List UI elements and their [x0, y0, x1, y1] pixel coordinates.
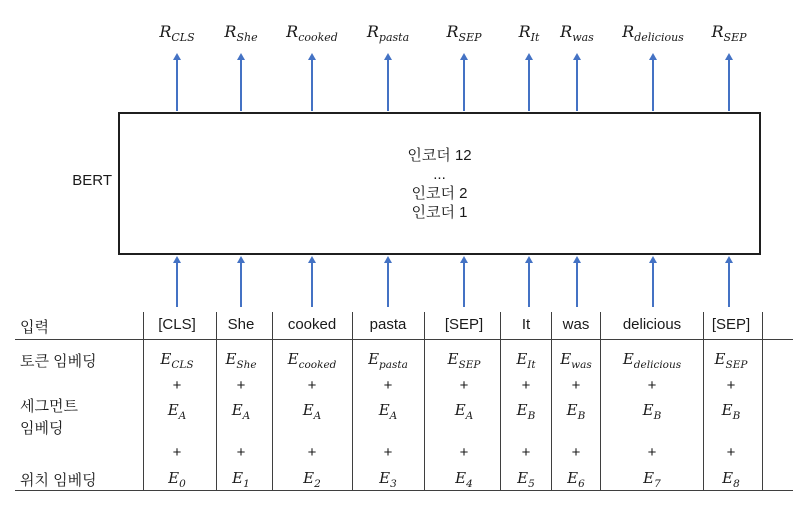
output-subscript: SEP: [723, 31, 747, 45]
plus-sign: +: [383, 444, 393, 461]
segment-embedding-cell: [516, 401, 536, 422]
embedding-base: E: [560, 350, 572, 368]
embedding-base: E: [567, 469, 579, 487]
embedding-subscript: She: [236, 359, 257, 371]
token-embedding-cell: [516, 350, 536, 371]
embedding-base: E: [714, 350, 726, 368]
embedding-subscript: 1: [243, 478, 250, 490]
output-arrow: [387, 60, 389, 111]
embedding-subscript: 5: [528, 478, 535, 490]
encoder-line: 인코더 2: [411, 184, 468, 202]
embedding-base: E: [302, 401, 314, 419]
embedding-base: E: [287, 350, 299, 368]
position-embedding-cell: [722, 469, 740, 490]
plus-sign: +: [726, 377, 736, 394]
output-label: [560, 22, 594, 45]
row-label-segment-embedding-line1: 세그먼트: [20, 398, 78, 415]
encoder-ellipsis: ...: [433, 165, 446, 183]
segment-embedding-cell: [167, 401, 187, 422]
plus-sign: +: [172, 377, 182, 394]
position-embedding-cell: [379, 469, 397, 490]
output-subscript: cooked: [298, 31, 338, 45]
token-embedding-cell: [560, 350, 592, 371]
embedding-subscript: A: [313, 410, 322, 422]
input-arrow: [728, 263, 730, 307]
input-arrow: [240, 263, 242, 307]
position-embedding-cell: [643, 469, 661, 490]
output-label: [224, 22, 258, 45]
input-arrow: [576, 263, 578, 307]
embedding-base: E: [454, 401, 466, 419]
output-base: R: [159, 22, 172, 41]
embedding-base: E: [379, 469, 391, 487]
embedding-subscript: A: [465, 410, 474, 422]
embedding-base: E: [368, 350, 380, 368]
embedding-subscript: 7: [654, 478, 661, 490]
output-arrow: [240, 60, 242, 111]
output-base: R: [224, 22, 237, 41]
output-label: [711, 22, 747, 45]
plus-sign: +: [647, 377, 657, 394]
output-label: [622, 22, 684, 45]
input-arrow: [652, 263, 654, 307]
token-embedding-cell: [622, 350, 682, 371]
output-subscript: SEP: [458, 31, 482, 45]
embedding-subscript: A: [178, 410, 187, 422]
embedding-base: E: [642, 401, 654, 419]
output-label: [518, 22, 540, 45]
embedding-subscript: 6: [578, 478, 585, 490]
output-base: R: [622, 22, 635, 41]
encoder-line: 인코더 1: [411, 203, 468, 221]
embedding-subscript: delicious: [633, 359, 682, 371]
embedding-base: E: [231, 401, 243, 419]
table-hline: [15, 490, 793, 491]
embedding-base: E: [160, 350, 172, 368]
embedding-base: E: [516, 350, 528, 368]
output-subscript: delicious: [634, 31, 684, 45]
plus-sign: +: [647, 444, 657, 461]
output-arrow: [176, 60, 178, 111]
segment-embedding-cell: [721, 401, 741, 422]
output-arrow: [728, 60, 730, 111]
input-token-cell: cooked: [287, 316, 337, 333]
embedding-base: E: [566, 401, 578, 419]
output-subscript: was: [572, 31, 594, 45]
plus-sign: +: [236, 444, 246, 461]
plus-sign: +: [726, 444, 736, 461]
output-arrow: [652, 60, 654, 111]
embedding-base: E: [643, 469, 655, 487]
output-subscript: It: [530, 31, 540, 45]
embedding-base: E: [722, 469, 734, 487]
plus-sign: +: [383, 377, 393, 394]
input-token-cell: [SEP]: [711, 316, 751, 333]
segment-embedding-cell: [231, 401, 251, 422]
plus-sign: +: [459, 444, 469, 461]
input-arrow: [176, 263, 178, 307]
embedding-base: E: [167, 401, 179, 419]
embedding-subscript: 2: [314, 478, 321, 490]
input-token-cell: She: [227, 316, 255, 333]
position-embedding-cell: [232, 469, 250, 490]
output-subscript: CLS: [171, 31, 195, 45]
output-base: R: [518, 22, 531, 41]
plus-sign: +: [571, 444, 581, 461]
row-label-input: 입력: [20, 319, 49, 336]
row-label-token-embedding: 토큰 임베딩: [20, 353, 97, 370]
output-arrow: [311, 60, 313, 111]
segment-embedding-cell: [454, 401, 474, 422]
embedding-subscript: B: [527, 410, 536, 422]
token-embedding-cell: [447, 350, 481, 371]
token-embedding-cell: [160, 350, 194, 371]
input-arrow: [387, 263, 389, 307]
embedding-subscript: A: [242, 410, 251, 422]
plus-sign: +: [521, 377, 531, 394]
embedding-base: E: [721, 401, 733, 419]
token-embedding-cell: [287, 350, 337, 371]
embedding-subscript: B: [577, 410, 586, 422]
embedding-base: E: [232, 469, 244, 487]
embedding-subscript: 3: [390, 478, 397, 490]
plus-sign: +: [459, 377, 469, 394]
output-label: [446, 22, 482, 45]
embedding-subscript: 0: [179, 478, 186, 490]
output-base: R: [366, 22, 379, 41]
input-arrow: [311, 263, 313, 307]
segment-embedding-cell: [302, 401, 322, 422]
output-arrow: [463, 60, 465, 111]
bert-encoder-box: [118, 112, 761, 255]
row-label-segment-embedding-line2: 임베딩: [20, 420, 64, 437]
segment-embedding-cell: [566, 401, 586, 422]
plus-sign: +: [172, 444, 182, 461]
output-label: [366, 22, 410, 45]
embedding-subscript: 8: [733, 478, 740, 490]
embedding-subscript: cooked: [298, 359, 337, 371]
plus-sign: +: [236, 377, 246, 394]
embedding-base: E: [516, 401, 528, 419]
row-label-position-embedding: 위치 임베딩: [20, 472, 97, 489]
embedding-subscript: pasta: [379, 359, 408, 371]
position-embedding-cell: [303, 469, 321, 490]
plus-sign: +: [571, 377, 581, 394]
embedding-subscript: SEP: [458, 359, 481, 371]
plus-sign: +: [307, 444, 317, 461]
input-arrow: [528, 263, 530, 307]
token-embedding-cell: [225, 350, 257, 371]
position-embedding-cell: [455, 469, 473, 490]
embedding-subscript: CLS: [171, 359, 194, 371]
output-base: R: [446, 22, 459, 41]
token-embedding-cell: [714, 350, 748, 371]
input-token-cell: pasta: [369, 316, 407, 333]
embedding-base: E: [225, 350, 237, 368]
embedding-base: E: [447, 350, 459, 368]
embedding-base: E: [517, 469, 529, 487]
output-label: [159, 22, 195, 45]
output-label: [286, 22, 338, 45]
embedding-base: E: [168, 469, 180, 487]
input-token-cell: It: [521, 316, 531, 333]
output-arrow: [576, 60, 578, 111]
input-token-cell: [CLS]: [158, 316, 196, 333]
segment-embedding-cell: [642, 401, 662, 422]
embedding-base: E: [455, 469, 467, 487]
output-base: R: [560, 22, 573, 41]
position-embedding-cell: [168, 469, 186, 490]
input-token-cell: was: [562, 316, 590, 333]
output-base: R: [286, 22, 299, 41]
input-token-cell: delicious: [622, 316, 682, 333]
embedding-subscript: B: [732, 410, 741, 422]
output-subscript: pasta: [378, 31, 410, 45]
plus-sign: +: [307, 377, 317, 394]
embedding-subscript: 4: [466, 478, 473, 490]
position-embedding-cell: [517, 469, 535, 490]
output-subscript: She: [236, 31, 258, 45]
output-arrow: [528, 60, 530, 111]
embedding-subscript: was: [571, 359, 592, 371]
table-hline: [15, 339, 793, 340]
embedding-base: E: [378, 401, 390, 419]
bert-label: BERT: [72, 172, 112, 189]
encoder-line: 인코더 12: [407, 146, 472, 164]
embedding-base: E: [622, 350, 634, 368]
segment-embedding-cell: [378, 401, 398, 422]
embedding-subscript: B: [653, 410, 662, 422]
input-arrow: [463, 263, 465, 307]
output-base: R: [711, 22, 724, 41]
embedding-subscript: It: [527, 359, 536, 371]
plus-sign: +: [521, 444, 531, 461]
embedding-subscript: A: [389, 410, 398, 422]
position-embedding-cell: [567, 469, 585, 490]
input-token-cell: [SEP]: [444, 316, 484, 333]
embedding-base: E: [303, 469, 315, 487]
embedding-subscript: SEP: [725, 359, 748, 371]
token-embedding-cell: [368, 350, 408, 371]
